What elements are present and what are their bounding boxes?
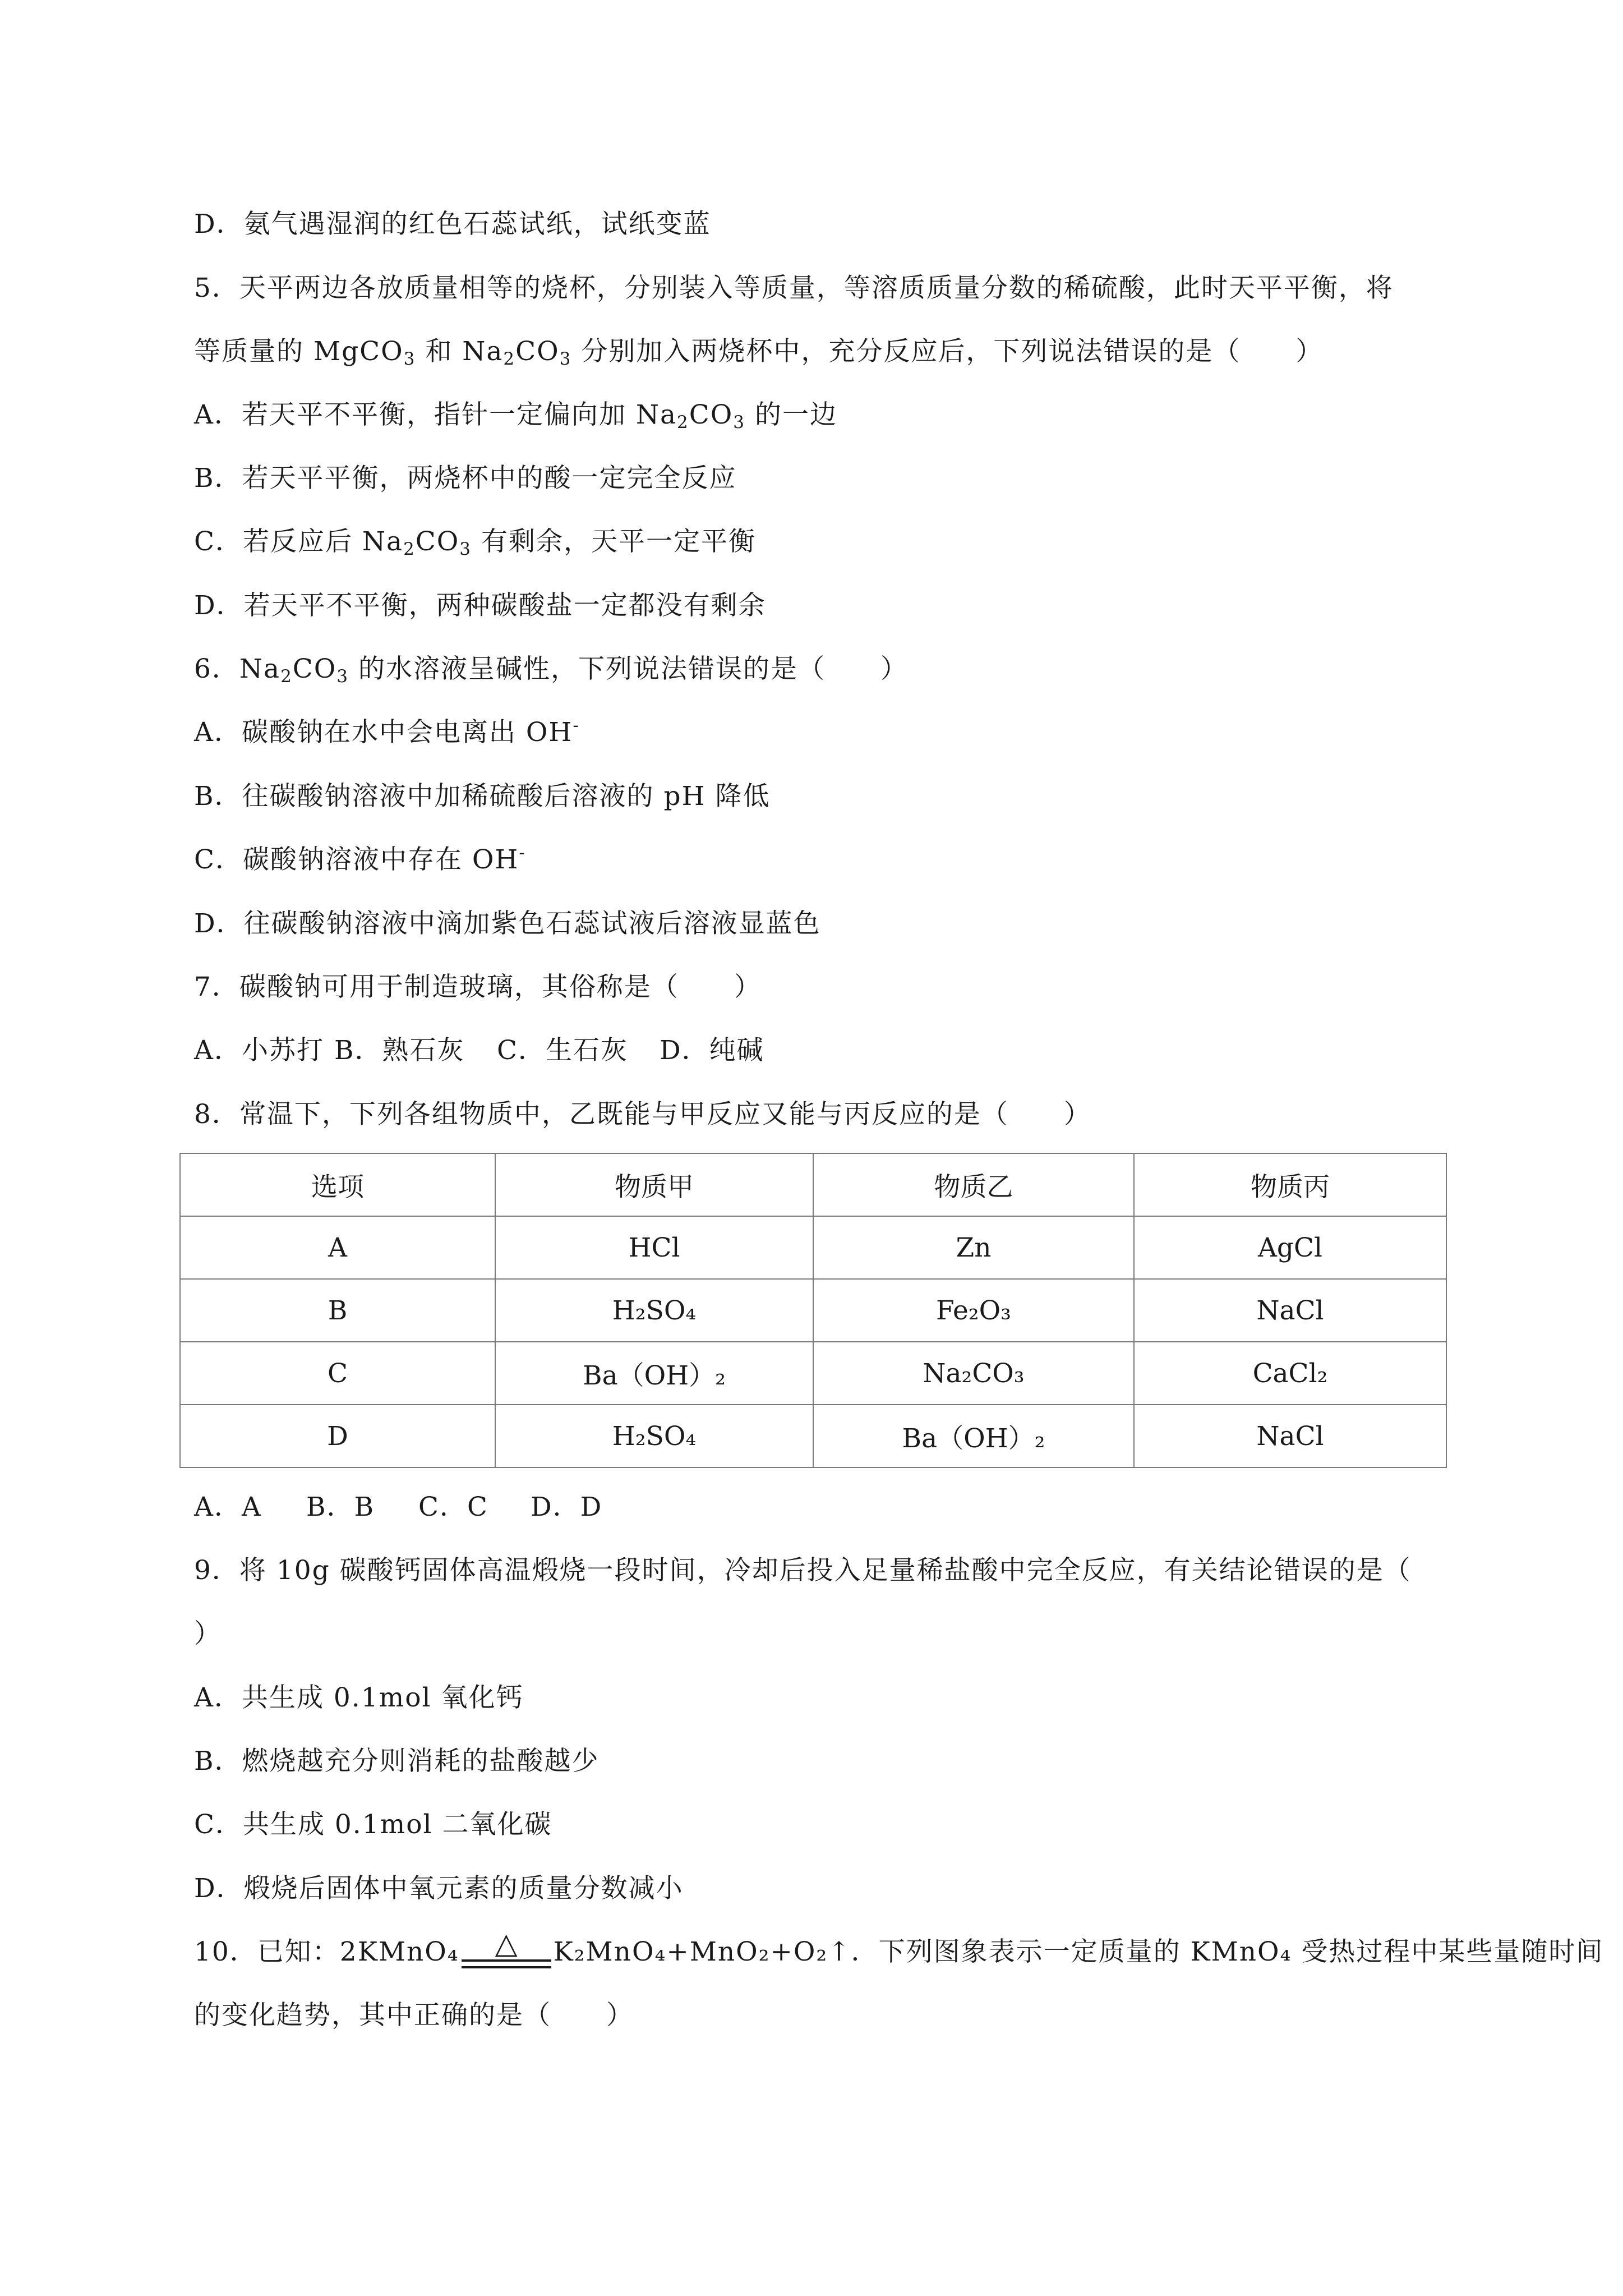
- table-cell: D: [180, 1405, 495, 1467]
- option-b: B．B: [306, 1492, 375, 1522]
- question-5-stem-line1: 5．天平两边各放质量相等的烧杯，分别装入等质量，等溶质质量分数的稀硫酸，此时天平平衡，将: [194, 273, 1394, 303]
- question-9-option-c: C．共生成 0.1mol 二氧化碳: [194, 1809, 552, 1840]
- table-cell: Fe₂O₃: [813, 1279, 1134, 1342]
- option-d: D．纯碱: [660, 1035, 764, 1066]
- table-cell: Ba（OH）₂: [495, 1342, 813, 1405]
- question-5-option-d: D．若天平不平衡，两种碳酸盐一定都没有剩余: [194, 590, 766, 621]
- question-9-stem-line1: 9．将 10g 碳酸钙固体高温煅烧一段时间，冷却后投入足量稀盐酸中完全反应，有关结论错误的是（: [194, 1555, 1412, 1586]
- table-cell: AgCl: [1134, 1216, 1446, 1279]
- option-c: C．C: [418, 1492, 488, 1522]
- table-cell: H₂SO₄: [495, 1279, 813, 1342]
- table-cell: A: [180, 1216, 495, 1279]
- table-cell: C: [180, 1342, 495, 1405]
- table-cell: Ba（OH）₂: [813, 1405, 1134, 1467]
- table-cell: NaCl: [1134, 1279, 1446, 1342]
- question-10-stem-line2: 的变化趋势，其中正确的是（ ）: [194, 2000, 634, 2031]
- table-cell: Na₂CO₃: [813, 1342, 1134, 1405]
- header-cell: 物质丙: [1134, 1153, 1446, 1216]
- question-6-option-c: C．碳酸钠溶液中存在 OH-: [194, 843, 526, 875]
- table-row: [180, 1216, 1446, 1279]
- question-9-option-a: A．共生成 0.1mol 氧化钙: [194, 1682, 524, 1713]
- table-cell: CaCl₂: [1134, 1342, 1446, 1405]
- question-10-stem-line1: 10．已知：2KMnO₄ △ K₂MnO₄+MnO₂+O₂↑．下列图象表示一定质量的 KMnO₄ 受热过程中某些量随时间: [194, 1935, 1603, 1971]
- question-6-stem: 6．$Na_2CO_3$ 的水溶液呈碱性，下列说法错误的是（ ）: [194, 654, 908, 687]
- question-7-stem: 7．碳酸钠可用于制造玻璃，其俗称是（ ）: [194, 972, 762, 1002]
- question-7-options: [194, 1034, 764, 1068]
- question-9-option-b: B．燃烧越充分则消耗的盐酸越少: [194, 1746, 600, 1777]
- table-cell: H₂SO₄: [495, 1405, 813, 1467]
- question-6-option-b: B．往碳酸钠溶液中加稀硫酸后溶液的 pH 降低: [194, 781, 771, 812]
- question-8-stem: 8．常温下，下列各组物质中，乙既能与甲反应又能与丙反应的是（ ）: [194, 1099, 1091, 1130]
- question-6-option-d: D．往碳酸钠溶液中滴加紫色石蕊试液后溶液显蓝色: [194, 908, 821, 939]
- question-5-stem-line2: 等质量的 MgCO$_3$ 和 $Na_2CO_3$ 分别加入两烧杯中，充分反应后，下列说法错误的是（ ）: [194, 336, 1324, 369]
- question-5-option-c: C．若反应后 $Na_2CO_3$ 有剩余，天平一定平衡: [194, 526, 756, 559]
- option-a: A．小苏打: [194, 1035, 324, 1066]
- option-b: B．熟石灰: [334, 1035, 465, 1066]
- question-8-options: [194, 1490, 602, 1524]
- question-9-stem-line2: ）: [194, 1618, 222, 1649]
- table-row: [180, 1405, 1446, 1467]
- table-row: [180, 1342, 1446, 1405]
- question-5-option-a: A．若天平不平衡，指针一定偏向加 $Na_2CO_3$ 的一边: [194, 399, 837, 432]
- table-cell: Zn: [813, 1216, 1134, 1279]
- question-9-option-d: D．煅烧后固体中氧元素的质量分数减小: [194, 1873, 684, 1904]
- table-cell: HCl: [495, 1216, 813, 1279]
- header-cell: 选项: [180, 1153, 495, 1216]
- question-5-option-b: B．若天平平衡，两烧杯中的酸一定完全反应: [194, 463, 737, 494]
- header-cell: 物质甲: [495, 1153, 813, 1216]
- option-a: A．A: [194, 1492, 262, 1522]
- header-cell: 物质乙: [813, 1153, 1134, 1216]
- table-cell: NaCl: [1134, 1405, 1446, 1467]
- question-6-option-a: A．碳酸钠在水中会电离出 OH-: [194, 715, 580, 748]
- option-d: D．D: [531, 1492, 603, 1522]
- table-header-row: [180, 1153, 1446, 1216]
- table-cell: B: [180, 1279, 495, 1342]
- question-4-option-d: D．氨气遇湿润的红色石蕊试纸，试纸变蓝: [194, 209, 711, 240]
- heating-condition-icon: △: [462, 1937, 551, 1971]
- option-c: C．生石灰: [497, 1035, 628, 1066]
- table-row: [180, 1279, 1446, 1342]
- question-8-table: [179, 1153, 1447, 1468]
